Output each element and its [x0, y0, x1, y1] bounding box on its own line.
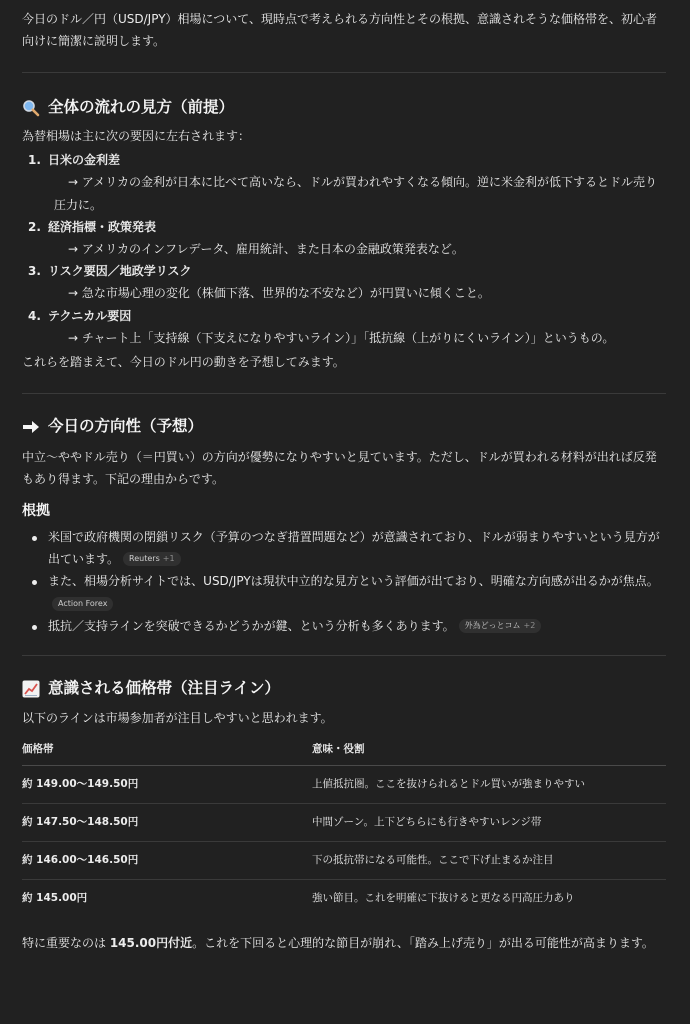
table-cell-meaning: 中間ゾーン。上下どちらにも行きやすいレンジ帯 — [312, 804, 666, 842]
section-lead: 為替相場は主に次の要因に左右されます： — [22, 129, 251, 144]
table-row — [22, 842, 666, 880]
table-header: 意味・役割 — [312, 736, 666, 766]
source-name: Action Forex — [58, 598, 108, 608]
source-citation-chip[interactable] — [52, 597, 113, 611]
magnifier-icon — [22, 99, 40, 117]
factor-number: 3. — [28, 264, 41, 279]
table-cell-price: 約 146.00〜146.50円 — [22, 842, 312, 880]
factor-title: リスク要因／地政学リスク — [48, 264, 192, 279]
source-count: +2 — [523, 621, 536, 631]
factor-title: 経済指標・政策発表 — [48, 219, 157, 234]
factor-title: テクニカル要因 — [48, 308, 132, 323]
reason-item — [30, 570, 666, 614]
factor-title: 日米の金利差 — [48, 153, 121, 168]
factor-number: 4. — [28, 308, 41, 323]
table-cell-price: 約 147.50〜148.50円 — [22, 804, 312, 842]
source-citation-chip[interactable] — [459, 619, 542, 633]
section-lead: 以下のラインは市場参加者が注目しやすいと思われます。 — [22, 711, 333, 726]
reason-text: 米国で政府機関の閉鎖リスク（予算のつなぎ措置問題など）が意識されており、ドルが弱まりやすいという見方が出ています。 — [48, 529, 660, 566]
table-cell-price: 約 145.00円 — [22, 892, 88, 905]
right-arrow-icon — [22, 418, 40, 436]
factor-item — [28, 260, 666, 304]
factor-description: → チャート上「支持線（下支えになりやすいライン）」「抵抗線（上がりにくいライン）」というもの。 — [68, 330, 615, 345]
table-cell-price: 約 149.00〜149.50円 — [22, 766, 312, 804]
factor-description: → アメリカのインフレデータ、雇用統計、また日本の金融政策発表など。 — [68, 242, 464, 256]
source-name: 外為どっとコム — [464, 621, 521, 631]
table-cell-meaning: 強い節目。これを明確に下抜けると更なる円高圧力あり — [312, 892, 575, 905]
reason-text: また、相場分析サイトでは、USD/JPYは現状中立的な見方という評価が出ており、明確な方向感が出るかが焦点。 — [48, 574, 659, 589]
subheading-reasons: 根拠 — [22, 503, 50, 520]
table-header-row — [22, 736, 666, 766]
factor-item — [28, 149, 666, 216]
table-cell-meaning: 下の抵抗帯になる可能性。ここで下げ止まるか注目 — [312, 842, 666, 880]
divider — [22, 393, 666, 394]
factor-item — [28, 216, 666, 260]
reason-text: 抵抗／支持ラインを突破できるかどうかが鍵、という分析も多くあります。 — [48, 618, 455, 633]
table-cell-meaning: 上値抵抗圏。ここを抜けられるとドル買いが強まりやすい — [312, 766, 666, 804]
price-level-table — [22, 736, 666, 918]
source-citation-chip[interactable] — [123, 552, 181, 566]
divider — [22, 72, 666, 73]
table-row — [22, 880, 666, 918]
factor-description: → 急な市場心理の変化（株価下落、世界的な不安など）が円買いに傾くこと。 — [68, 286, 490, 301]
factor-list — [22, 149, 666, 349]
factor-description: → アメリカの金利が日本に比べて高いなら、ドルが買われやすくなる傾向。逆に米金利が低下するとドル売り圧力に。 — [54, 175, 658, 212]
factor-number: 1. — [28, 153, 41, 168]
source-name: Reuters — [129, 554, 160, 564]
section-outro: これらを踏まえて、今日のドル円の動きを予想してみます。 — [22, 354, 345, 369]
reason-item — [30, 526, 666, 570]
conclusion-text: 特に重要なのは 145.00円付近。これを下回ると心理的な節目が崩れ、「踏み上げ売り」が出る可能性が高まります。 — [22, 935, 654, 950]
key-level: 145.00円付近 — [109, 935, 193, 950]
section-heading-overview: 全体の流れの見方（前提） — [22, 97, 666, 119]
section-heading-price-levels: 意識される価格帯（注目ライン） — [22, 678, 666, 700]
table-header: 価格帯 — [22, 736, 312, 766]
section-heading-direction: 今日の方向性（予想） — [22, 416, 666, 438]
factor-number: 2. — [28, 219, 41, 234]
divider — [22, 655, 666, 656]
intro-text: 今日のドル／円（USD/JPY）相場について、現時点で考えられる方向性とその根拠、意識されそうな価格帯を、初心者向けに簡潔に説明します。 — [22, 12, 658, 49]
section-lead: 中立〜ややドル売り（＝円買い）の方向が優勢になりやすいと見ています。ただし、ドルが買われる材料が出れば反発もあり得ます。下記の理由からです。 — [22, 449, 657, 486]
reason-item — [30, 615, 666, 637]
table-row — [22, 766, 666, 804]
chart-increasing-icon — [22, 680, 40, 698]
source-count: +1 — [162, 554, 175, 564]
factor-item — [28, 305, 666, 349]
table-row — [22, 804, 666, 842]
reason-list — [22, 526, 666, 637]
